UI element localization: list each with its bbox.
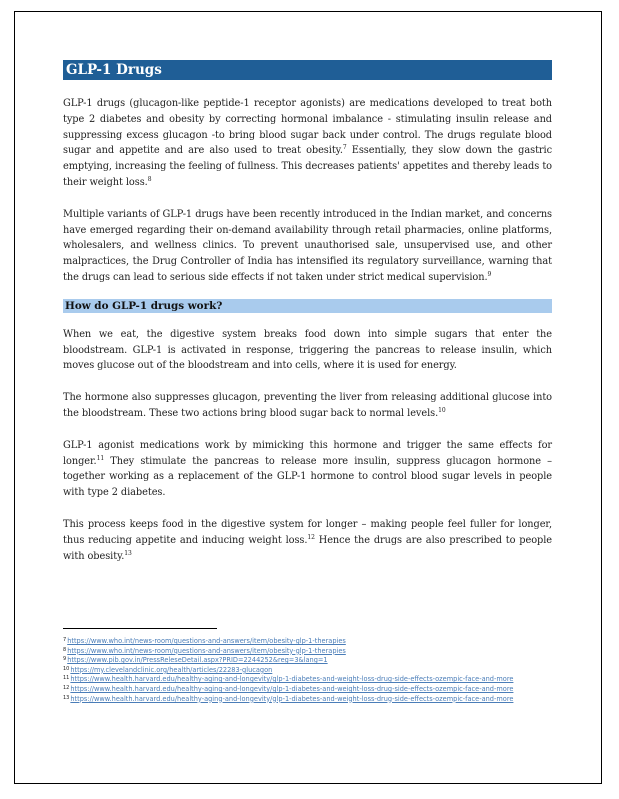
footnotes — [63, 636, 543, 703]
footnote-link[interactable]: https://www.health.harvard.edu/healthy-aging-and-longevity/glp-1-diabetes-and-weight-loss-drug-side-effects-ozempic-face-and-more — [70, 675, 514, 684]
section-title: GLP-1 Drugs — [63, 60, 552, 80]
footnote-ref-13: 13 — [124, 549, 132, 557]
footnote-number: 13 — [63, 694, 70, 701]
footnote-ref-9: 9 — [487, 270, 492, 278]
how-paragraph-3 — [63, 438, 552, 501]
footnote-link[interactable]: https://www.health.harvard.edu/healthy-aging-and-longevity/glp-1-diabetes-and-weight-loss-drug-side-effects-ozempic-face-and-more — [70, 694, 514, 703]
intro-p1-text2: Essentially, they slow down the gastric emptying, increasing the feeling of fullness. This decreases patients' appetites and thereby leads to their weight loss. — [63, 145, 552, 188]
footnote-ref-10: 10 — [438, 406, 446, 414]
footnote-separator — [63, 628, 217, 629]
how-p3-text: GLP-1 agonist medications work by mimicking this hormone and trigger the same effects for longer. — [63, 439, 552, 467]
footnote-link[interactable]: https://www.health.harvard.edu/healthy-aging-and-longevity/glp-1-diabetes-and-weight-loss-drug-side-effects-ozempic-face-and-more — [70, 684, 514, 693]
footnote — [63, 684, 543, 694]
intro-paragraph-2 — [63, 207, 552, 286]
how-p3-text2: They stimulate the pancreas to release more insulin, suppress glucagon hormone – together working as a replacement of the GLP-1 hormone to control blood sugar levels in people with type 2 diabetes. — [63, 455, 552, 499]
footnote-number: 8 — [63, 646, 67, 653]
intro-p1-text: GLP-1 drugs (glucagon-like peptide-1 receptor agonists) are medications developed to treat both type 2 diabetes and obesity by correcting hormonal imbalance - stimulating insulin release and suppressing excess glucagon -to bring blood sugar back under control. The drugs regulate blood sugar and appetite and are also used to treat obesity. — [63, 98, 552, 157]
footnote-link[interactable]: https://www.who.int/news-room/questions-and-answers/item/obesity-glp-1-therapies — [67, 637, 346, 645]
footnote — [63, 665, 543, 675]
footnote — [63, 694, 543, 704]
how-p1-text: When we eat, the digestive system breaks food down into simple sugars that enter the bloodstream. GLP-1 is activated in response, triggering the pancreas to release insulin, which moves glucose out of the bloodstream and into cells, where it is used for energy. — [63, 328, 552, 372]
footnote-link[interactable]: https://my.clevelandclinic.org/health/articles/22283-glucagon — [70, 665, 273, 674]
footnote-ref-8: 8 — [147, 175, 152, 183]
intro-paragraph-1 — [63, 96, 552, 191]
how-p4-text: This process keeps food in the digestive system for longer – making people feel fuller for longer, thus reducing appetite and inducing weight loss. — [63, 518, 552, 546]
page-content — [63, 60, 552, 564]
footnote-ref-12: 12 — [307, 533, 315, 541]
footnote — [63, 646, 543, 656]
how-paragraph-2 — [63, 390, 552, 422]
footnote-ref-7: 7 — [342, 144, 347, 152]
footnote — [63, 674, 543, 684]
footnote-number: 11 — [63, 675, 70, 682]
intro-p2-text: Multiple variants of GLP-1 drugs have been recently introduced in the Indian market, and concerns have emerged regarding their on-demand availability through retail pharmacies, online platforms, wholesalers, and wellness clinics. To prevent unauthorised sale, unsupervised use, and other malpractices, the Drug Controller of India has intensified its regulatory surveillance, warning that the drugs can lead to serious side effects if not taken under strict medical supervision. — [63, 208, 552, 283]
how-paragraph-1 — [63, 327, 552, 374]
footnote-number: 7 — [63, 637, 67, 643]
footnote-link[interactable]: https://www.who.int/news-room/questions-and-answers/item/obesity-glp-1-therapies — [67, 646, 346, 655]
footnote-ref-11: 11 — [96, 454, 105, 462]
subsection-title: How do GLP-1 drugs work? — [63, 299, 552, 313]
footnote-number: 10 — [63, 665, 70, 672]
footnote-number: 12 — [63, 684, 70, 691]
how-paragraph-4 — [63, 517, 552, 564]
footnote-number: 9 — [63, 656, 67, 663]
footnote-link[interactable]: https://www.pib.gov.in/PressReleseDetail.aspx?PRID=2244252&reg=3&lang=1 — [67, 656, 328, 665]
how-p2-text: The hormone also suppresses glucagon, preventing the liver from releasing additional glucose into the bloodstream. These two actions bring blood sugar back to normal levels. — [63, 392, 552, 419]
how-p4-text2: Hence the drugs are also prescribed to people with obesity. — [63, 534, 552, 562]
footnote — [63, 636, 543, 646]
footnote — [63, 655, 543, 665]
